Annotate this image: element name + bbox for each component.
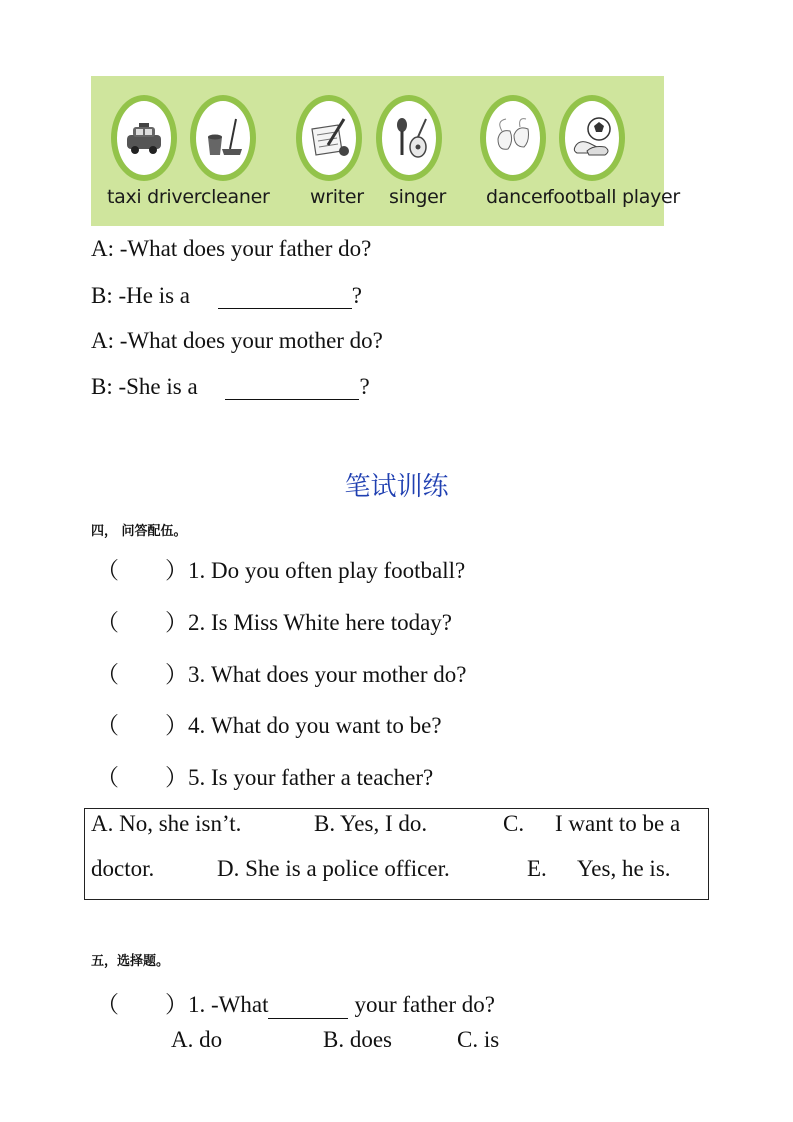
dialogue-line-3 xyxy=(91,328,383,354)
job-label-dancer: dancer xyxy=(486,186,550,208)
dialogue-text: -He is a xyxy=(118,283,191,308)
mic-guitar-icon xyxy=(376,95,442,181)
question-text: 4. What do you want to be? xyxy=(188,713,442,738)
option-d: D. She is a police officer. xyxy=(217,856,450,881)
option-c-letter: C. xyxy=(503,811,525,836)
choice-c: C. is xyxy=(457,1027,500,1052)
answer-paren[interactable]: （ ） xyxy=(96,558,188,583)
part4-question-2 xyxy=(96,604,452,637)
part5-heading: 五，选择题。 xyxy=(91,954,170,969)
question-text-end: your father do? xyxy=(354,992,495,1017)
question-mark: ? xyxy=(359,374,370,399)
question-mark: ? xyxy=(351,283,362,308)
option-b: B. Yes, I do. xyxy=(314,811,428,836)
pen-paper-icon xyxy=(296,95,362,181)
choice-a: A. do xyxy=(171,1027,223,1052)
choice-b: B. does xyxy=(323,1027,392,1052)
speaker-label: A: xyxy=(91,236,114,261)
part4-heading: 四， 问答配伍。 xyxy=(91,524,187,539)
question-text-start: 1. -What xyxy=(188,992,269,1017)
job-label-football-player: football player xyxy=(547,186,680,208)
answer-blank[interactable] xyxy=(225,377,359,400)
part4-question-1 xyxy=(96,552,465,585)
dialogue-text: -She is a xyxy=(118,374,198,399)
part5-question-1 xyxy=(96,986,495,1019)
option-e-letter: E. xyxy=(527,856,547,881)
question-text: 1. Do you often play football? xyxy=(188,558,466,583)
answer-paren[interactable]: （ ） xyxy=(96,992,188,1017)
ballet-shoes-icon xyxy=(480,95,546,181)
option-c-text: I want to be a xyxy=(555,811,681,836)
question-text: 2. Is Miss White here today? xyxy=(188,610,453,635)
answer-blank[interactable] xyxy=(218,286,352,309)
dialogue-line-2 xyxy=(91,283,362,309)
dialogue-line-4 xyxy=(91,374,370,400)
answer-paren[interactable]: （ ） xyxy=(96,662,188,687)
part4-question-4 xyxy=(96,707,442,740)
job-label-cleaner: cleaner xyxy=(201,186,270,208)
option-a: A. No, she isn’t. xyxy=(91,811,242,836)
part4-question-3 xyxy=(96,656,466,689)
speaker-label: A: xyxy=(91,328,114,353)
bucket-mop-icon xyxy=(190,95,256,181)
question-text: 5. Is your father a teacher? xyxy=(188,765,434,790)
answer-paren[interactable]: （ ） xyxy=(96,713,188,738)
option-c-continued: doctor. xyxy=(91,856,155,881)
part4-question-5 xyxy=(96,759,433,792)
answer-paren[interactable]: （ ） xyxy=(96,765,188,790)
taxi-icon xyxy=(111,95,177,181)
job-label-singer: singer xyxy=(389,186,446,208)
dialogue-line-1 xyxy=(91,236,371,262)
answer-paren[interactable]: （ ） xyxy=(96,610,188,635)
job-label-taxi-driver: taxi driver xyxy=(107,186,202,208)
jobs-banner xyxy=(91,76,680,226)
answer-blank[interactable] xyxy=(268,996,348,1019)
dialogue-text: -What does your father do? xyxy=(119,236,372,261)
section-title: 笔试训练 xyxy=(344,472,449,502)
question-text: 3. What does your mother do? xyxy=(188,662,467,687)
dialogue-text: -What does your mother do? xyxy=(119,328,383,353)
speaker-label: B: xyxy=(91,374,113,399)
football-boots-icon xyxy=(559,95,625,181)
option-e-text: Yes, he is. xyxy=(577,856,671,881)
job-label-writer: writer xyxy=(310,186,364,208)
speaker-label: B: xyxy=(91,283,113,308)
